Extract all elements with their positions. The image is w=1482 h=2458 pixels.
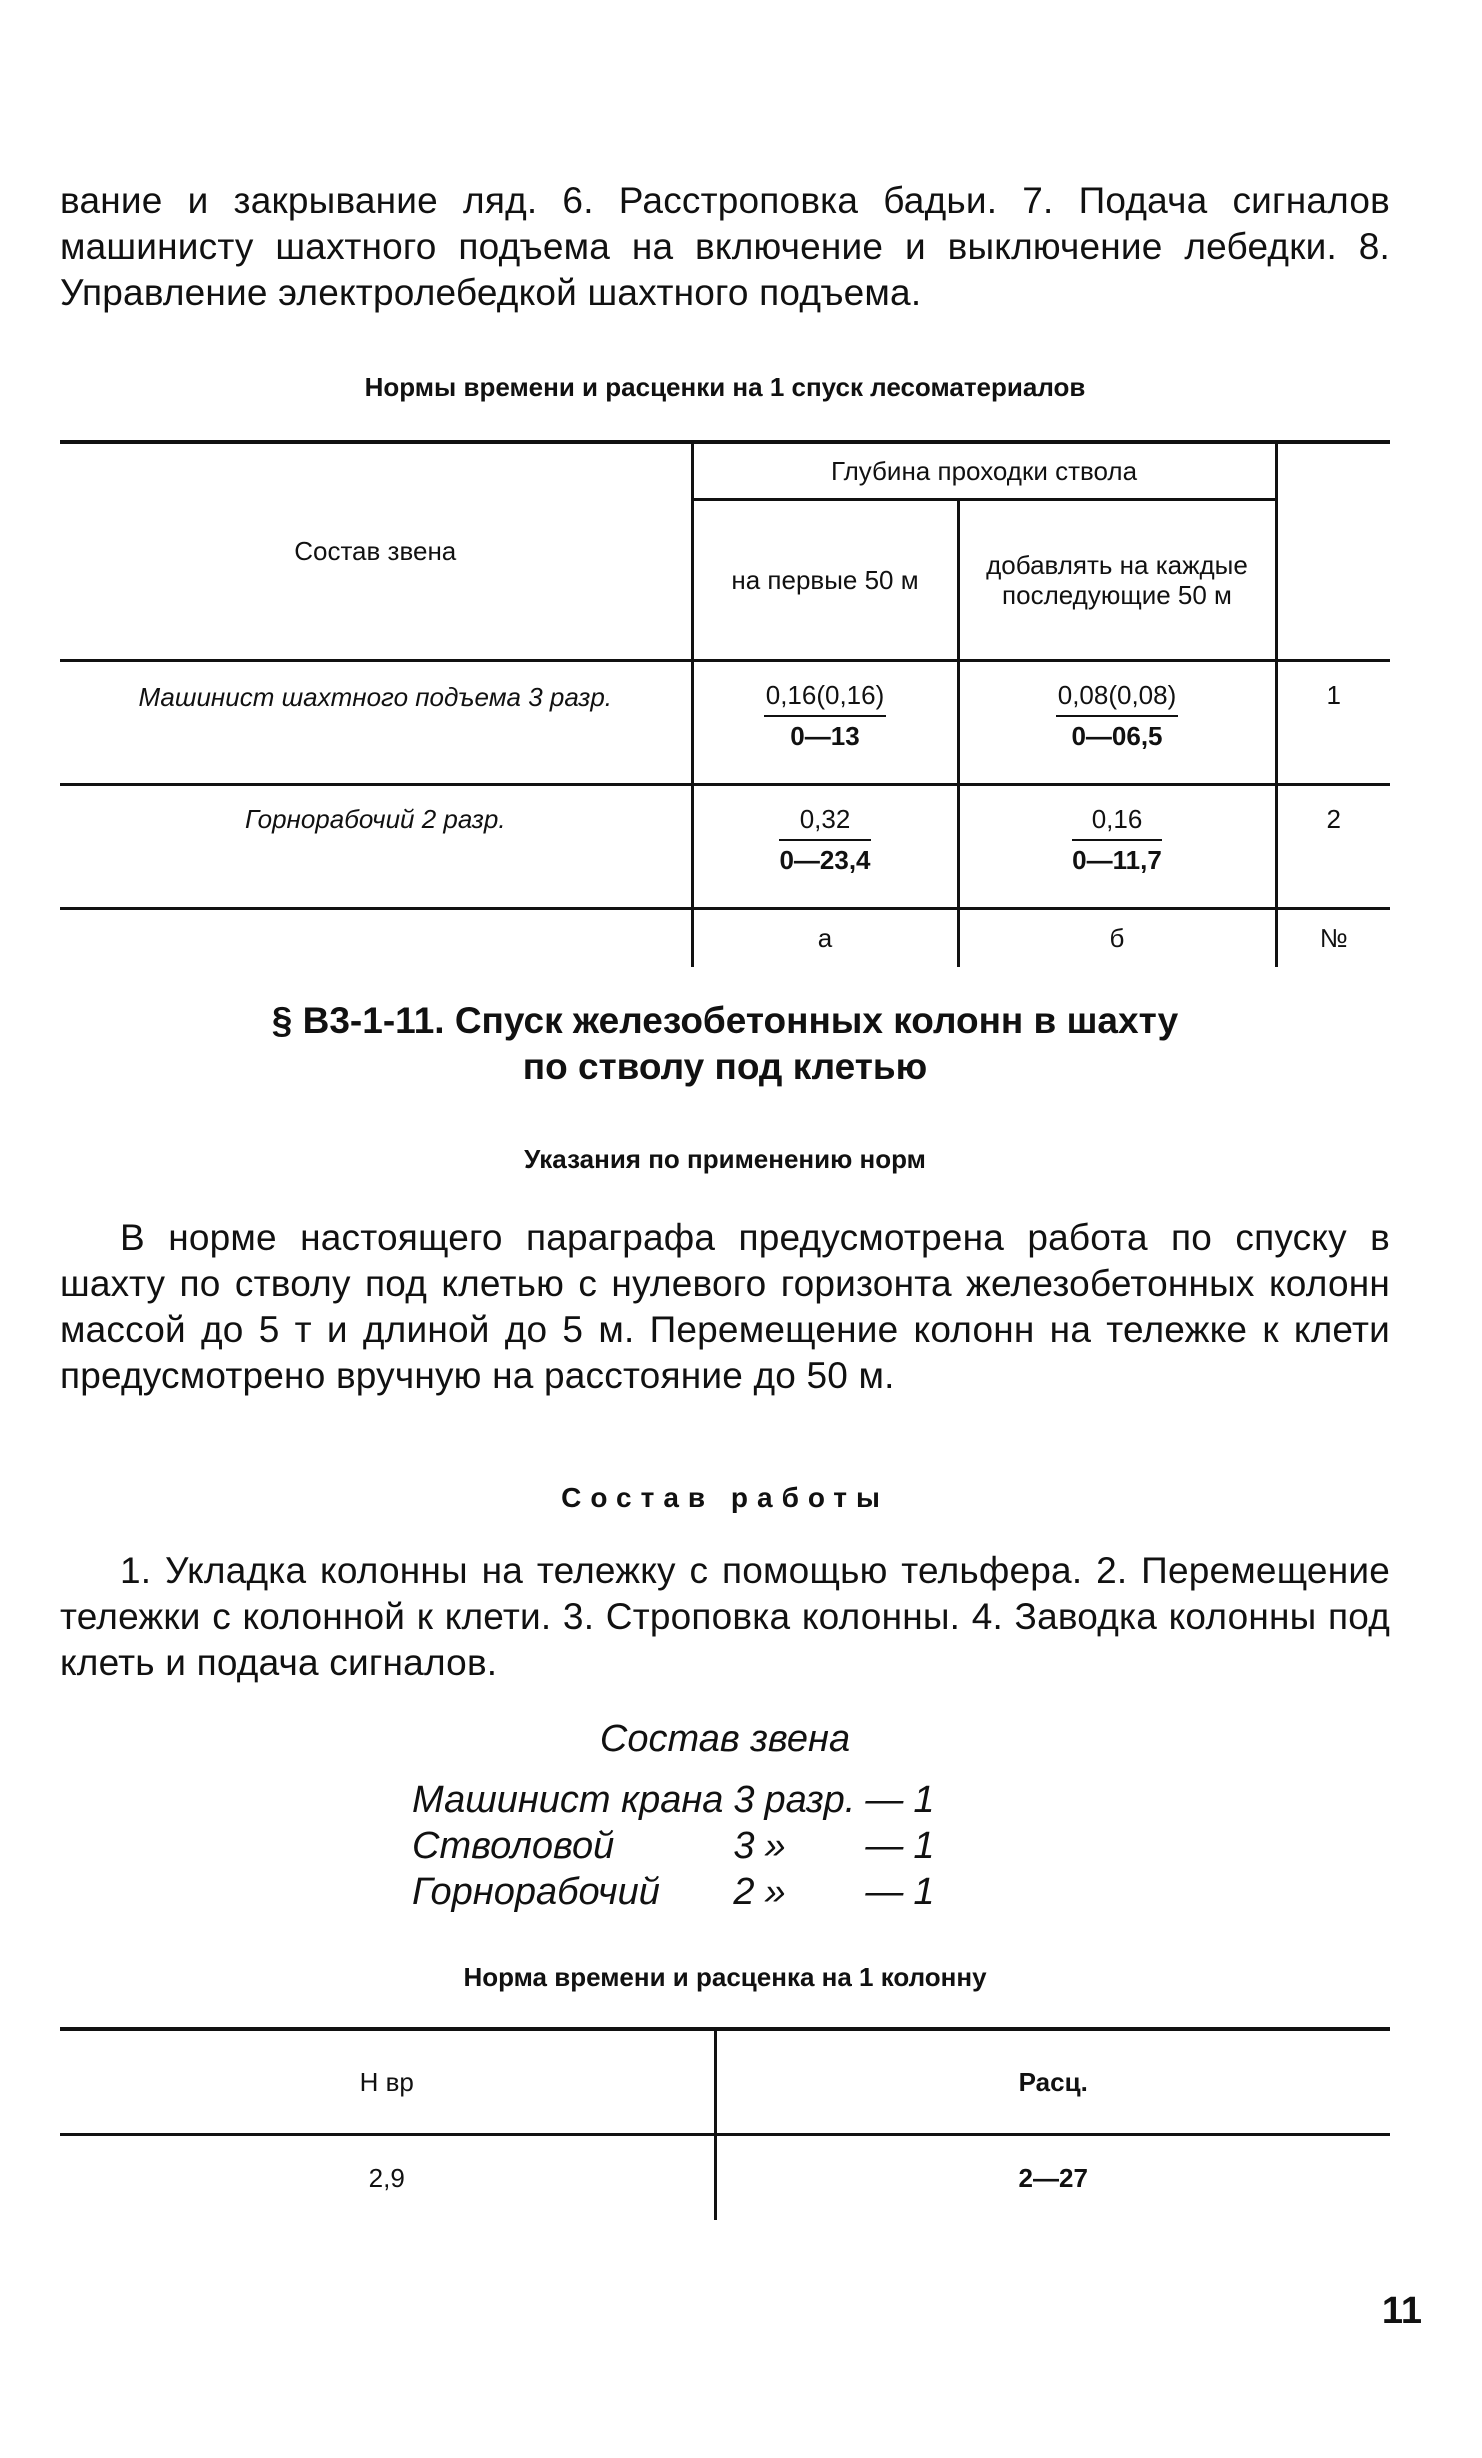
footer-col-b: б — [958, 909, 1276, 968]
rate: 0—11,7 — [1072, 845, 1162, 875]
rate: 0—13 — [790, 721, 860, 751]
table-row — [60, 661, 1390, 785]
header-number-empty — [1276, 444, 1390, 661]
work-composition-heading: Состав работы — [561, 1482, 889, 1513]
table-row — [60, 785, 1390, 909]
footer-number: № — [1276, 909, 1390, 968]
crew-heading: Состав звена — [599, 1718, 851, 1760]
header-col-a: на первые 50 м — [692, 500, 958, 661]
section-title: § В3-1-11. Спуск железобетонных колонн в шахту по стволу под клетью — [271, 1000, 1179, 1087]
row-col-a — [692, 785, 958, 909]
page-number: 11 — [1381, 2290, 1422, 2332]
table2-caption: Норма времени и расценка на 1 колонну — [463, 1962, 987, 1992]
crew-row: Машинист крана 3 разр. — 1 — [412, 1779, 935, 1821]
table-footer-row — [60, 909, 1390, 968]
table1-caption: Нормы времени и расценки на 1 спуск лесоматериалов — [364, 372, 1086, 402]
row-number: 2 — [1276, 785, 1390, 909]
table-row — [60, 2135, 1390, 2221]
time-norm: 0,16 — [1072, 804, 1162, 841]
row-col-b — [958, 785, 1276, 909]
rate: 0—23,4 — [779, 845, 871, 875]
time-norm: 0,16(0,16) — [764, 680, 887, 717]
guidelines-paragraph: В норме настоящего параграфа предусмотрена работа по спуску в шахту по стволу под клетью с нулевого горизонта железобетонных колонн массой до 5 т и длиной до 5 м. Перемещение колонн на тележке к клети предусмотрено вручную на расстояние до 50 м. — [60, 1217, 1390, 1396]
value-time: 2,9 — [368, 2162, 405, 2193]
time-norm: 0,32 — [779, 804, 870, 841]
row-crew: Машинист шахтного подъема 3 разр. — [60, 661, 692, 785]
crew-list — [410, 1776, 944, 1916]
footer-col-a: а — [692, 909, 958, 968]
row-col-b — [958, 661, 1276, 785]
norms-table-timber — [60, 440, 1390, 967]
norms-table-column — [60, 2027, 1390, 2220]
time-norm: 0,08(0,08) — [1056, 680, 1179, 717]
header-rate: Расц. — [715, 2029, 1390, 2135]
header-crew: Состав звена — [60, 444, 692, 661]
header-time: Н вр — [60, 2029, 715, 2135]
subheading-guidelines: Указания по применению норм — [524, 1144, 926, 1174]
header-depth-group: Глубина проходки ствола — [692, 444, 1276, 500]
row-crew: Горнорабочий 2 разр. — [60, 785, 692, 909]
rate: 0—06,5 — [1071, 721, 1163, 751]
intro-paragraph: вание и закрывание ляд. 6. Расстроповка бадьи. 7. Подача сигналов машинисту шахтного подъема на включение и выключение лебедки. 8. Управление электролебедкой шахтного подъема. — [60, 180, 1390, 313]
crew-row: Стволовой 3 » — 1 — [412, 1825, 935, 1867]
footer-empty — [60, 909, 692, 968]
value-rate: 2—27 — [715, 2135, 1390, 2221]
row-col-a — [692, 661, 958, 785]
work-composition-paragraph: 1. Укладка колонны на тележку с помощью тельфера. 2. Перемещение тележки с колонной к клети. 3. Строповка колонны. 4. Заводка колонны под клеть и подача сигналов. — [60, 1550, 1390, 1683]
crew-row: Горнорабочий 2 » — 1 — [412, 1871, 935, 1913]
header-col-b: добавлять на каждые последующие 50 м — [958, 500, 1276, 661]
row-number: 1 — [1276, 661, 1390, 785]
